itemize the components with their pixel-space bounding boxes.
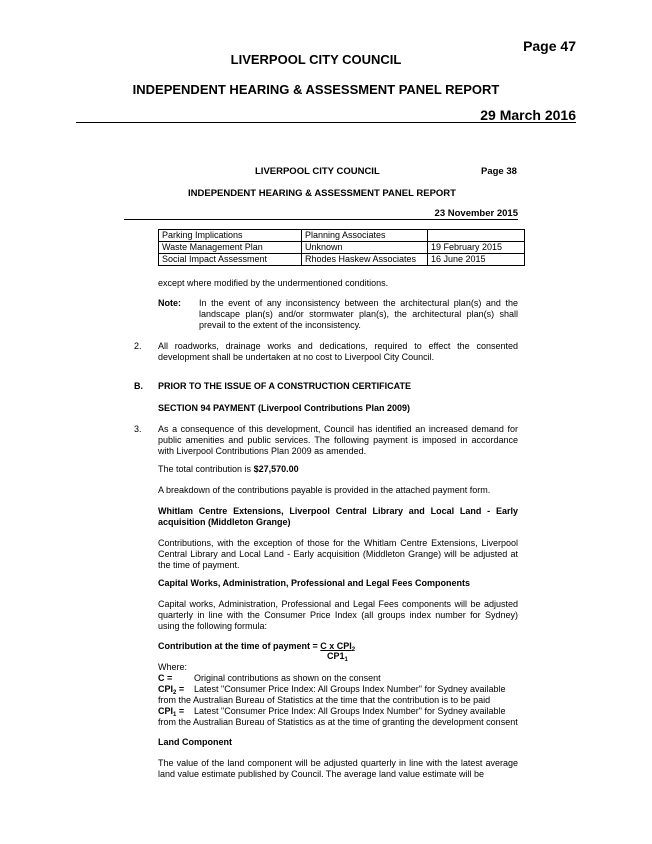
table-cell: Parking Implications [159,230,302,242]
cpi1-label: $CPI_1$ = [158,706,185,718]
table-cell: Rhodes Haskew Associates [302,254,428,266]
table-cell [428,230,525,242]
documents-table [158,229,525,266]
c-label: C = [158,673,173,683]
cpi1-text-cont: from the Australian Bureau of Statistics as at the time of granting the development consent [158,717,518,727]
total-amount: $27,570.00 [253,464,299,474]
note-label: Note: [158,298,181,308]
inner-council-title: LIVERPOOL CITY COUNCIL [255,166,380,177]
c-text: Original contributions as shown on the consent [194,673,381,683]
cpi2-text: Latest "Consumer Price Index: All Groups Index Number" for Sydney available [194,684,506,694]
formula-numerator: C x $CPI_2$ [320,641,356,653]
total-prefix: The total contribution is [158,464,254,474]
table-row [159,230,525,242]
item-3-number: 3. [134,424,142,434]
table-cell: 16 June 2015 [428,254,525,266]
whitlam-text: Contributions, with the exception of those for the Whitlam Centre Extensions, Liverpool Central Library and Local Land - Early acquisition (Middleton Grange) will be adjusted at the time of payment. [158,538,518,570]
table-cell: Social Impact Assessment [159,254,302,266]
formula-denominator: $CP1_1$ [327,651,348,663]
inner-date: 23 November 2015 [434,208,518,219]
section-b-title: PRIOR TO THE ISSUE OF A CONSTRUCTION CERTIFICATE [158,381,412,391]
outer-council-title: LIVERPOOL CITY COUNCIL [230,52,402,67]
outer-header-rule [76,122,576,123]
breakdown-text: A breakdown of the contributions payable is provided in the attached payment form. [158,485,491,495]
item-2-text: All roadworks, drainage works and dedications, required to effect the consented development shall be undertaken at no cost to Liverpool City Council. [158,341,518,362]
table-row [159,254,525,266]
inner-panel-title: INDEPENDENT HEARING & ASSESSMENT PANEL REPORT [188,188,456,199]
table-row [159,242,525,254]
outer-panel-title: INDEPENDENT HEARING & ASSESSMENT PANEL REPORT [132,82,500,97]
s94-title: SECTION 94 PAYMENT (Liverpool Contributions Plan 2009) [158,403,411,413]
item-2-number: 2. [134,341,142,351]
cpi1-text: Latest "Consumer Price Index: All Groups Index Number" for Sydney available [194,706,506,716]
capital-title: Capital Works, Administration, Professional and Legal Fees Components [158,578,471,588]
outer-page-number: Page 47 [523,38,576,54]
table-cell: 19 February 2015 [428,242,525,254]
total-contribution [158,464,299,475]
capital-text: Capital works, Administration, Professional and Legal Fees components will be adjusted quarterly in line with the Consumer Price Index (all groups index number for Sydney) using the following formula: [158,599,518,631]
section-b-letter: B. [134,381,143,391]
cpi2-text-cont: from the Australian Bureau of Statistics at the time that the contribution is to be paid [158,695,491,705]
land-text: The value of the land component will be adjusted quarterly in line with the latest average land value estimate published by Council. The average land value estimate will be [158,758,518,779]
inner-header-rule [124,219,518,220]
table-cell: Unknown [302,242,428,254]
table-cell: Waste Management Plan [159,242,302,254]
note-text: In the event of any inconsistency between the architectural plan(s) and the landscape plan(s) and/or stormwater plan(s), the architectural plan(s) shall prevail to the extent of the inconsistency. [199,298,518,330]
except-text: except where modified by the undermentioned conditions. [158,278,389,288]
item-3-text: As a consequence of this development, Council has identified an increased demand for public amenities and public services. The following payment is imposed in accordance with Liverpool Contributions Plan 2009 as amended. [158,424,518,456]
formula-prefix: Contribution at the time of payment = [158,641,321,651]
land-title: Land Component [158,737,232,747]
cpi2-label: $CPI_2$ = [158,684,185,696]
inner-page-number: Page 38 [481,166,517,177]
whitlam-title: Whitlam Centre Extensions, Liverpool Central Library and Local Land - Early acquisition (Middleton Grange) [158,506,518,527]
where-label: Where: [158,662,188,672]
formula [158,641,355,654]
table-cell: Planning Associates [302,230,428,242]
outer-date: 29 March 2016 [480,107,576,123]
